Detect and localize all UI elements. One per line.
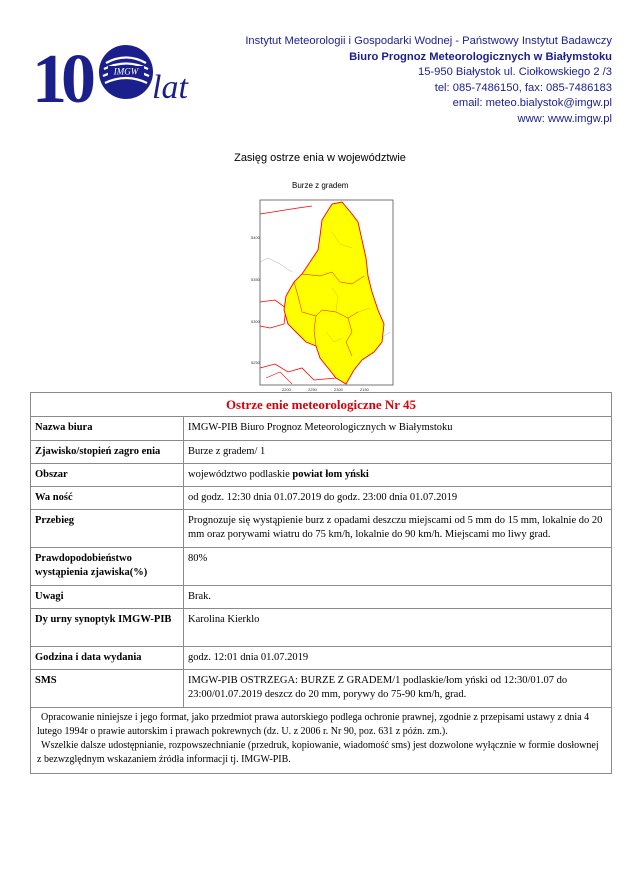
- map-tick-bottom: 2150: [360, 387, 369, 392]
- office-name: Biuro Prognoz Meteorologicznych w Białymstoku: [349, 50, 612, 63]
- office-website: www: www.imgw.pl: [517, 112, 612, 125]
- row-label: SMS: [31, 669, 184, 707]
- area-county: powiat łom yński: [292, 468, 369, 480]
- institution-info: [245, 34, 612, 128]
- map-subtitle: Burze z gradem: [292, 181, 349, 190]
- table-row: [31, 608, 611, 646]
- logo-emblem: [99, 45, 153, 99]
- row-label: Obszar: [31, 463, 184, 486]
- office-address: 15-950 Białystok ul. Ciołkowskiego 2 /3: [417, 66, 612, 79]
- table-row: [31, 547, 611, 585]
- row-value: Karolina Kierklo: [184, 608, 612, 646]
- warning-area-map: [240, 192, 395, 392]
- logo-number: 10: [32, 41, 90, 108]
- warning-title: Ostrze enie meteorologiczne Nr 45: [31, 393, 611, 417]
- table-row: [31, 440, 611, 463]
- map-tick-left: 5300: [251, 319, 260, 324]
- row-value: IMGW-PIB Biuro Prognoz Meteorologicznych w Białymstoku: [184, 417, 612, 440]
- table-row: [31, 509, 611, 547]
- table-row: [31, 486, 611, 509]
- table-row: [31, 585, 611, 608]
- row-value: od godz. 12:30 dnia 01.07.2019 do godz. 23:00 dnia 01.07.2019: [184, 486, 612, 509]
- map-tick-left: 5350: [251, 277, 260, 282]
- redistribution-paragraph: Wszelkie dalsze udostępnianie, rozpowszechnianie (przedruk, kopiowanie, wiadomość sms) jest dozwolone wyłącznie w formie dosłownej z bezwzględnym wskazaniem źródła informacji tj. IMGW-PIB.: [37, 740, 599, 765]
- row-value: 80%: [184, 547, 612, 585]
- map-title: Zasięg ostrze enia w województwie: [234, 152, 406, 164]
- copyright-paragraph: Opracowanie niniejsze i jego format, jako przedmiot prawa autorskiego podlega ochronie prawnej, zgodnie z przepisami ustawy z dnia 4 lutego 1994r o prawie autorskim i prawach pokrewnych (dz. U. z 2006 r. Nr 90, poz. 631 z późn. zm.).: [37, 712, 590, 737]
- table-row: [31, 646, 611, 669]
- map-tick-bottom: 2300: [334, 387, 343, 392]
- row-label: Zjawisko/stopień zagro enia: [31, 440, 184, 463]
- row-value: Prognozuje się wystąpienie burz z opadami deszczu miejscami od 5 mm do 15 mm, lokalnie do 20 mm oraz porywami wiatru do 75 km/h, lokalnie do 90 km/h. Miejscami mo liwy grad.: [184, 509, 612, 547]
- warning-table: [30, 392, 612, 774]
- row-label: Uwagi: [31, 585, 184, 608]
- map-tick-left: 5250: [251, 360, 260, 365]
- imgw-100-years-logo: [30, 36, 200, 108]
- row-label: Godzina i data wydania: [31, 646, 184, 669]
- table-row: [31, 669, 611, 707]
- warning-details: [31, 417, 611, 707]
- row-value: IMGW-PIB OSTRZEGA: BURZE Z GRADEM/1 podlaskie/łom yński od 12:30/01.07 do 23:00/01.07.2019 deszcz do 20 mm, porywy do 75-90 km/h, grad.: [184, 669, 612, 707]
- area-region: województwo podlaskie: [188, 468, 293, 480]
- logo-word: lat: [152, 69, 188, 106]
- row-value: [184, 463, 612, 486]
- map-tick-bottom: 2200: [282, 387, 291, 392]
- row-label: Nazwa biura: [31, 417, 184, 440]
- institution-name: Instytut Meteorologii i Gospodarki Wodnej - Państwowy Instytut Badawczy: [245, 35, 612, 47]
- office-phone: tel: 085-7486150, fax: 085-7486183: [434, 81, 612, 94]
- table-row: [31, 463, 611, 486]
- row-value: Brak.: [184, 585, 612, 608]
- row-value: godz. 12:01 dnia 01.07.2019: [184, 646, 612, 669]
- row-label: Wa ność: [31, 486, 184, 509]
- table-row: [31, 417, 611, 440]
- office-email: email: meteo.bialystok@imgw.pl: [452, 97, 612, 110]
- row-label: Dy urny synoptyk IMGW-PIB: [31, 608, 184, 646]
- logo-emblem-text: IMGW: [113, 66, 139, 77]
- row-label: Prawdopodobieństwo wystąpienia zjawiska(%): [31, 547, 184, 585]
- map-tick-left: 5400: [251, 235, 260, 240]
- row-label: Przebieg: [31, 509, 184, 547]
- map-tick-bottom: 2250: [308, 387, 317, 392]
- row-value: Burze z gradem/ 1: [184, 440, 612, 463]
- copyright-notice: [31, 707, 611, 773]
